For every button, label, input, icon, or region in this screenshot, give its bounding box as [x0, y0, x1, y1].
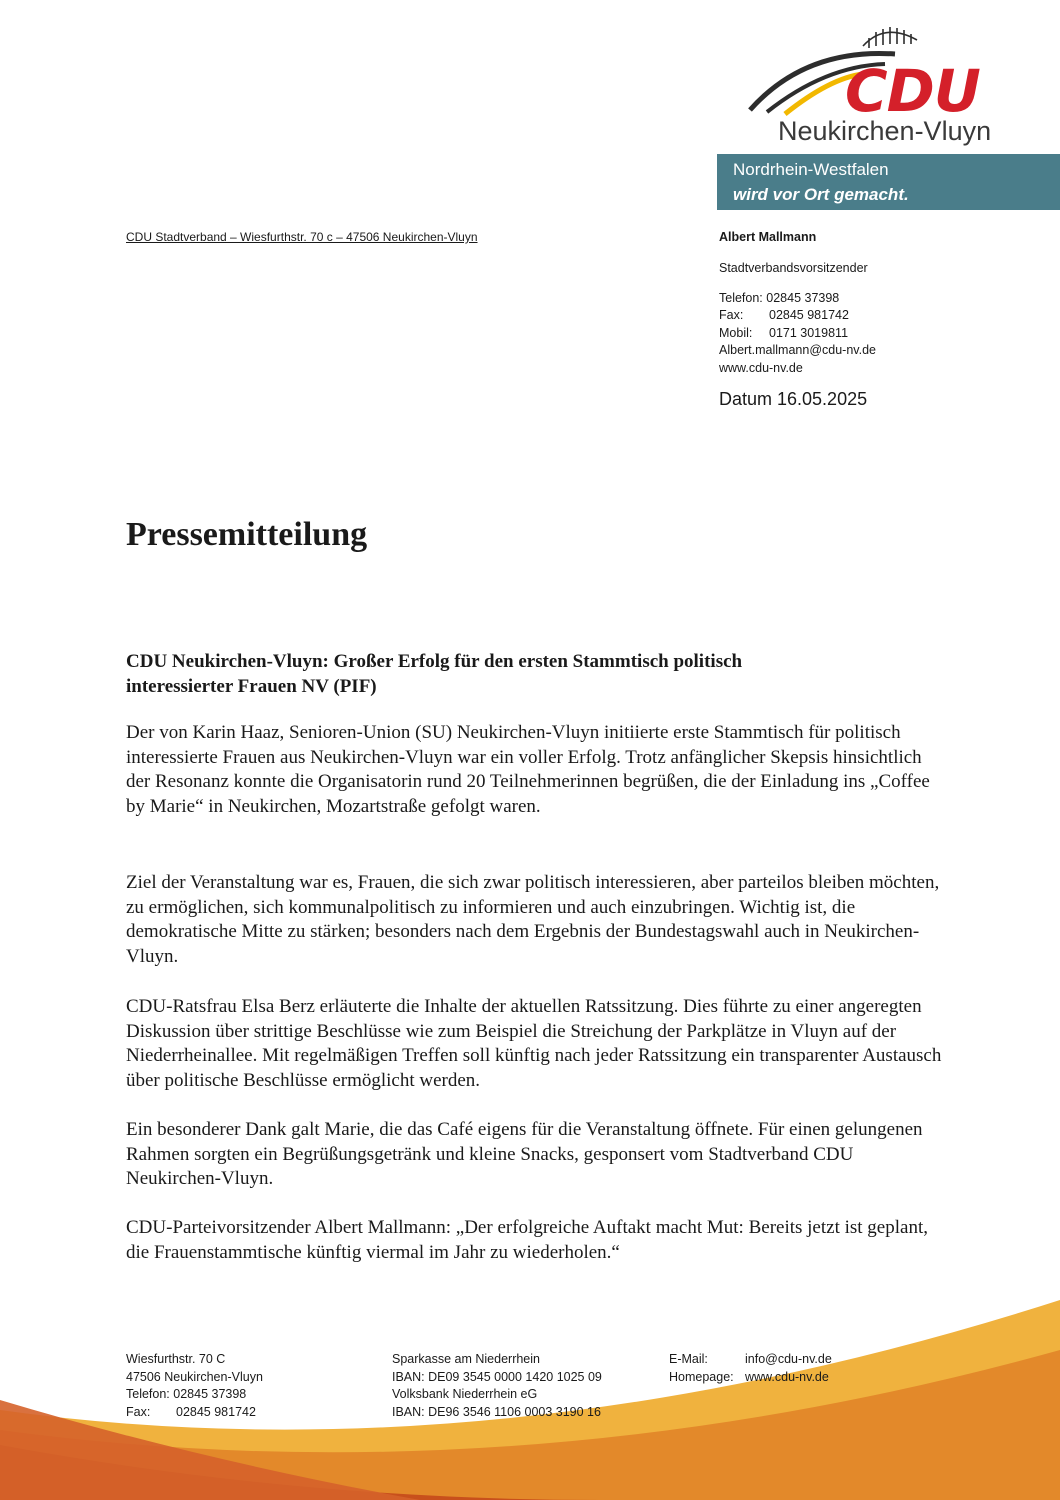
footer-iban-2: IBAN: DE96 3546 1106 0003 3190 16: [392, 1405, 601, 1419]
paragraph-4: Ein besonderer Dank galt Marie, die das Café eigens für die Veranstaltung öffnete. Für einen gelungenen Rahmen sorgten ein Begrüßungsgetränk und kleine Snacks, gesponsert vom Stadtverband CDU Neukirchen-Vluyn.: [126, 1119, 923, 1189]
footer-address-street: Wiesfurthstr. 70 C: [126, 1352, 226, 1366]
fax-value: 02845 981742: [769, 308, 849, 322]
footer-iban-1: IBAN: DE09 3545 0000 1420 1025 09: [392, 1370, 602, 1384]
press-headline: CDU Neukirchen-Vluyn: Großer Erfolg für den ersten Stammtisch politisch interessierter Frauen NV (PIF): [126, 651, 743, 697]
paragraph-2: Ziel der Veranstaltung war es, Frauen, die sich zwar politisch interessieren, aber parteilos bleiben möchten, zu ermöglichen, sich kommunalpolitisch zu informieren und auch einzubringen. Wichtig ist, die demokratische Mitte zu stärken; besonders nach dem Ergebnis der Bundestagswahl auch in Neukirchen-Vluyn.: [126, 872, 940, 967]
footer-address-city: 47506 Neukirchen-Vluyn: [126, 1370, 263, 1384]
contact-web[interactable]: www.cdu-nv.de: [719, 361, 803, 375]
footer-web-value[interactable]: www.cdu-nv.de: [745, 1370, 829, 1384]
cdu-logo: [745, 18, 1035, 158]
fax-label: Fax:: [719, 308, 744, 322]
contact-email[interactable]: Albert.mallmann@cdu-nv.de: [719, 343, 876, 357]
mobile-value: 0171 3019811: [769, 326, 849, 340]
contact-phone-row: [719, 290, 839, 308]
phone-value: 02845 37398: [766, 291, 840, 305]
footer-bank-1: Sparkasse am Niederrhein: [392, 1352, 540, 1366]
contact-fax-row: [719, 307, 849, 325]
footer-bank-2: Volksbank Niederrhein eG: [392, 1387, 538, 1401]
phone-label: Telefon:: [719, 291, 763, 305]
paragraph-5: CDU-Parteivorsitzender Albert Mallmann: „Der erfolgreiche Auftakt macht Mut: Bereits jetzt ist geplant, die Frauenstammtische künftig viermal im Jahr zu wiederholen.“: [126, 1217, 928, 1263]
paragraph-1: Der von Karin Haaz, Senioren-Union (SU) Neukirchen-Vluyn initiierte erste Stammtisch für politisch interessierte Frauen aus Neukirchen-Vluyn war ein voller Erfolg. Trotz anfänglicher Skepsis hinsichtlich der Resonanz konnte die Organisatorin rund 20 Teilnehmerinnen begrüßen, die der Einladung ins „Coffee by Marie“ in Neukirchen, Mozartstraße gefolgt waren.: [126, 722, 930, 817]
mobile-label: Mobil:: [719, 326, 753, 340]
footer-phone-label: Telefon:: [126, 1387, 170, 1401]
contact-name: Albert Mallmann: [719, 230, 817, 244]
slogan-box: [717, 154, 1060, 210]
logo-town-text: Neukirchen-Vluyn: [778, 116, 992, 146]
page-title: Pressemitteilung: [126, 516, 368, 553]
footer-fax-value: 02845 981742: [176, 1405, 256, 1419]
footer-email-row: [669, 1351, 832, 1369]
paragraph-3: CDU-Ratsfrau Elsa Berz erläuterte die Inhalte der aktuellen Ratssitzung. Dies führte zu einer angeregten Diskussion über strittige Beschlüsse wie zum Beispiel die Streichung der Parkplätze in Vluyn auf der Niederrheinallee. Mit regelmäßigen Treffen soll künftig nach jeder Ratssitzung ein transparenter Austausch über politische Beschlüsse ermöglicht werden.: [126, 996, 942, 1091]
slogan-line-2: wird vor Ort gemacht.: [733, 185, 909, 204]
footer-fax-label: Fax:: [126, 1405, 151, 1419]
footer-web-label: Homepage:: [669, 1370, 734, 1384]
footer-web-row: [669, 1369, 829, 1387]
contact-role: Stadtverbandsvorsitzender: [719, 261, 868, 275]
footer-fax-row: [126, 1404, 256, 1422]
document-date: Datum 16.05.2025: [719, 389, 868, 409]
footer-email-value[interactable]: info@cdu-nv.de: [745, 1352, 832, 1366]
sender-address-line: CDU Stadtverband – Wiesfurthstr. 70 c – 47506 Neukirchen-Vluyn: [126, 230, 478, 244]
footer-email-label: E-Mail:: [669, 1352, 708, 1366]
slogan-line-1: Nordrhein-Westfalen: [733, 160, 889, 179]
footer-phone-row: [126, 1386, 246, 1404]
contact-mobile-row: [719, 325, 848, 343]
logo-brand-text: CDU: [845, 57, 980, 125]
footer-phone-value: 02845 37398: [173, 1387, 247, 1401]
